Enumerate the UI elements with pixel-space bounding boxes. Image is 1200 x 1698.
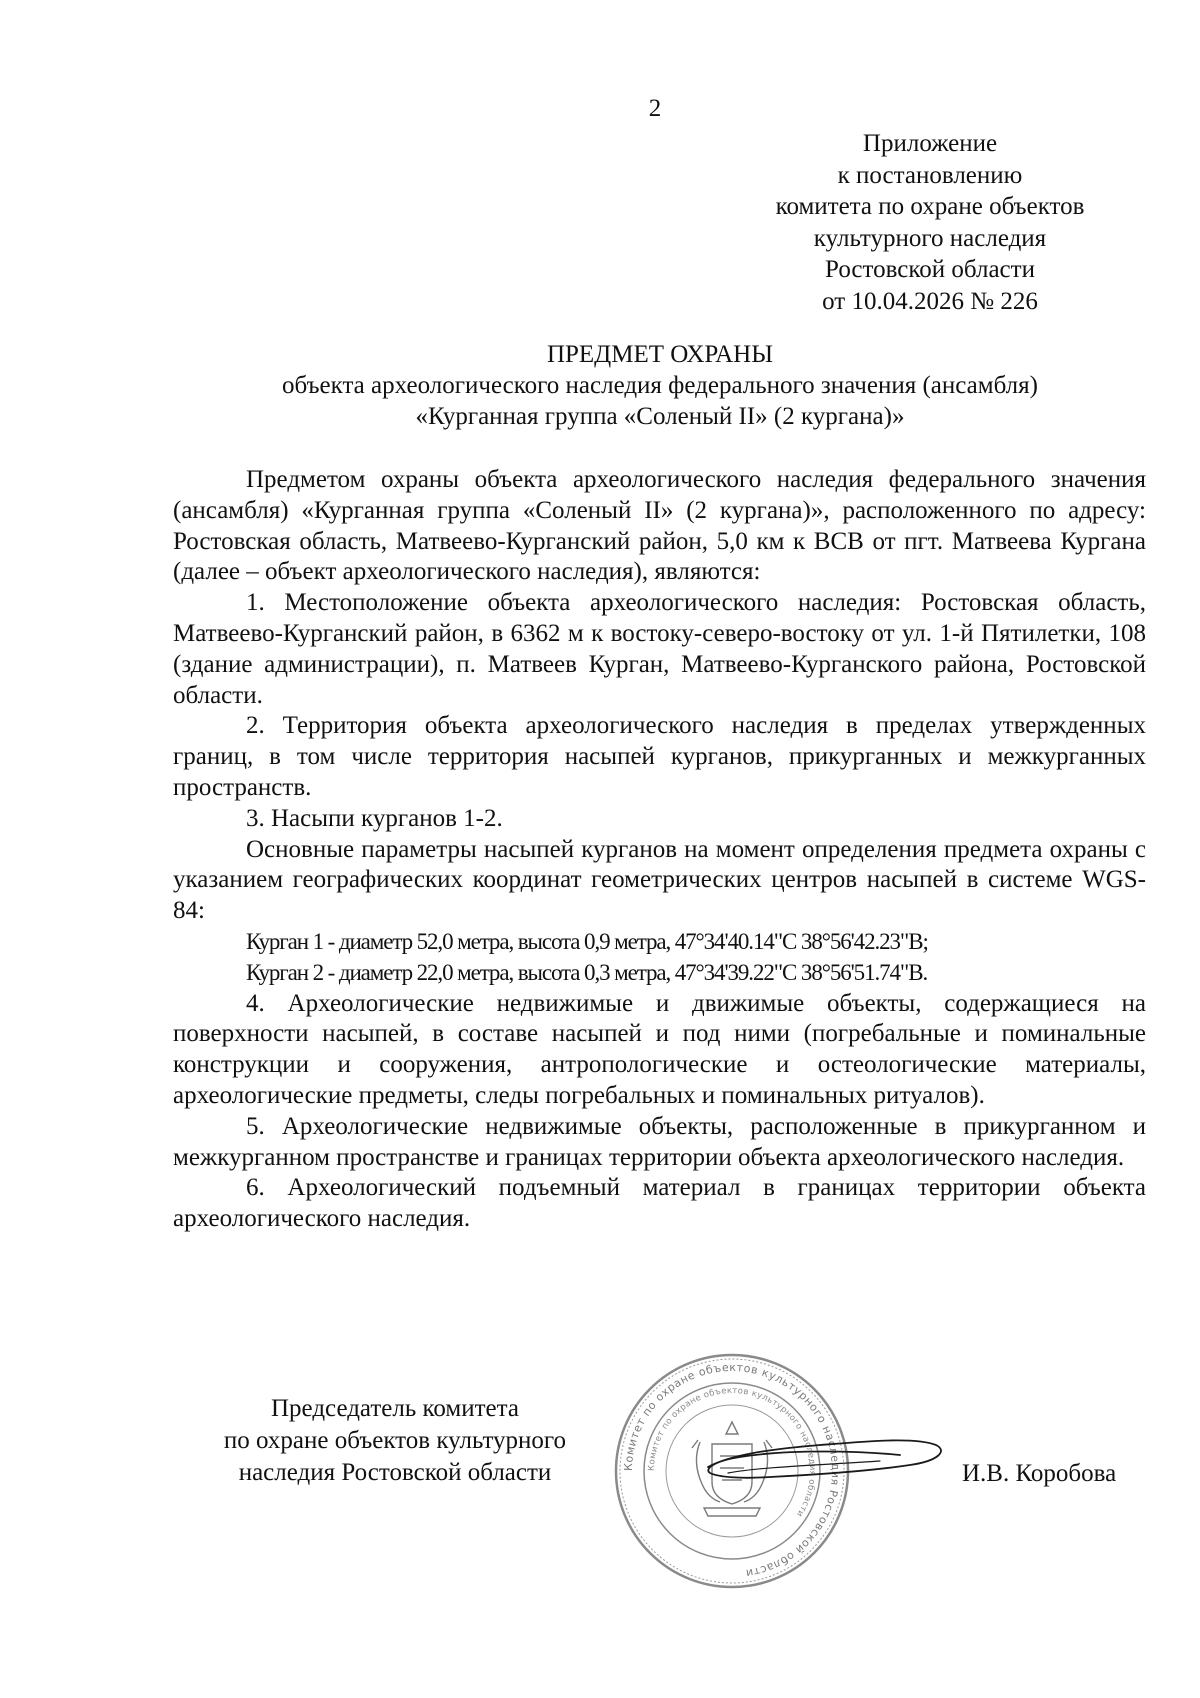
appendix-header [730,128,1130,317]
document-body [173,465,1146,1235]
kurgan-1-params: Курган 1 - диаметр 52,0 метра, высота 0,9 метра, 47°34'40.14"С 38°56'42.23"В; [246,928,928,954]
document-title [210,339,1110,432]
signer-position-line: по охране объектов культурного [223,1427,567,1454]
signer-position-line: наследия Ростовской области [238,1459,552,1486]
title-object-name: «Курганная группа «Соленый II» (2 кургана)» [415,403,905,430]
intro-paragraph: Предметом охраны объекта археологического наследия федерального значения (ансамбля) «Курганная группа «Соленый II» (2 кургана)», расположенного по адресу: Ростовская область, Матвеево-Курганский район, 5,0 км к ВСВ от пгт. Матвеева Кургана (далее – объект археологического наследия), являются: [173,466,1146,586]
item-surface-material: 6. Археологический подъемный материал в границах территории объекта археологического наследия. [173,1174,1146,1233]
seal-outer-text: Комитет по охране объектов культурного наследия Ростовской области [621,1360,843,1581]
title-subheading: объекта археологического наследия федерального значения (ансамбля) [282,372,1038,399]
item-territory: 2. Территория объекта археологического наследия в пределах утвержденных границ, в том числе территория насыпей курганов, прикурганных и межкурганных пространств. [173,712,1146,801]
signer-position [175,1393,615,1489]
kurgan-2-params: Курган 2 - диаметр 22,0 метра, высота 0,3 метра, 47°34'39.22"С 38°56'51.74"В. [246,959,928,985]
appendix-line: к постановлению [837,161,1023,189]
appendix-line: комитета по охране объектов [775,193,1085,220]
item-immovable-objects: 5. Археологические недвижимые объекты, расположенные в прикурганном и межкурганном пространстве и границах территории объекта археологического наследия. [173,1112,1146,1171]
appendix-line: культурного наследия [813,224,1047,252]
appendix-line: Ростовской области [825,256,1035,283]
seal-inner-text: Комитет по охране объектов культурного наследия области [646,1385,818,1519]
appendix-line: Приложение [862,130,998,157]
item-mounds: 3. Насыпи курганов 1-2. [246,804,503,832]
appendix-date-number: от 10.04.2026 № 226 [822,287,1038,315]
page-number: 2 [648,95,662,122]
handwritten-signature [700,1415,950,1495]
title-heading: ПРЕДМЕТ ОХРАНЫ [546,341,774,368]
item-objects: 4. Археологические недвижимые и движимые объекты, содержащиеся на поверхности насыпей, в составе насыпей и под ними (погребальные и поминальные конструкции и сооружения, антропологические и остеологические материалы, археологические предметы, следы погребальных и поминальных ритуалов). [173,989,1146,1109]
params-paragraph: Основные параметры насыпей курганов на момент определения предмета охраны с указанием географических координат геометрических центров насыпей в системе WGS-84: [173,835,1146,925]
signer-position-line: Председатель комитета [271,1395,519,1422]
item-location: 1. Местоположение объекта археологического наследия: Ростовская область, Матвеево-Курганский район, в 6362 м к востоку-северо-востоку от ул. 1-й Пятилетки, 108 (здание администрации), п. Матвеев Курган, Матвеево-Курганского района, Ростовской области. [173,589,1146,709]
signer-name: И.В. Коробова [962,1460,1117,1487]
